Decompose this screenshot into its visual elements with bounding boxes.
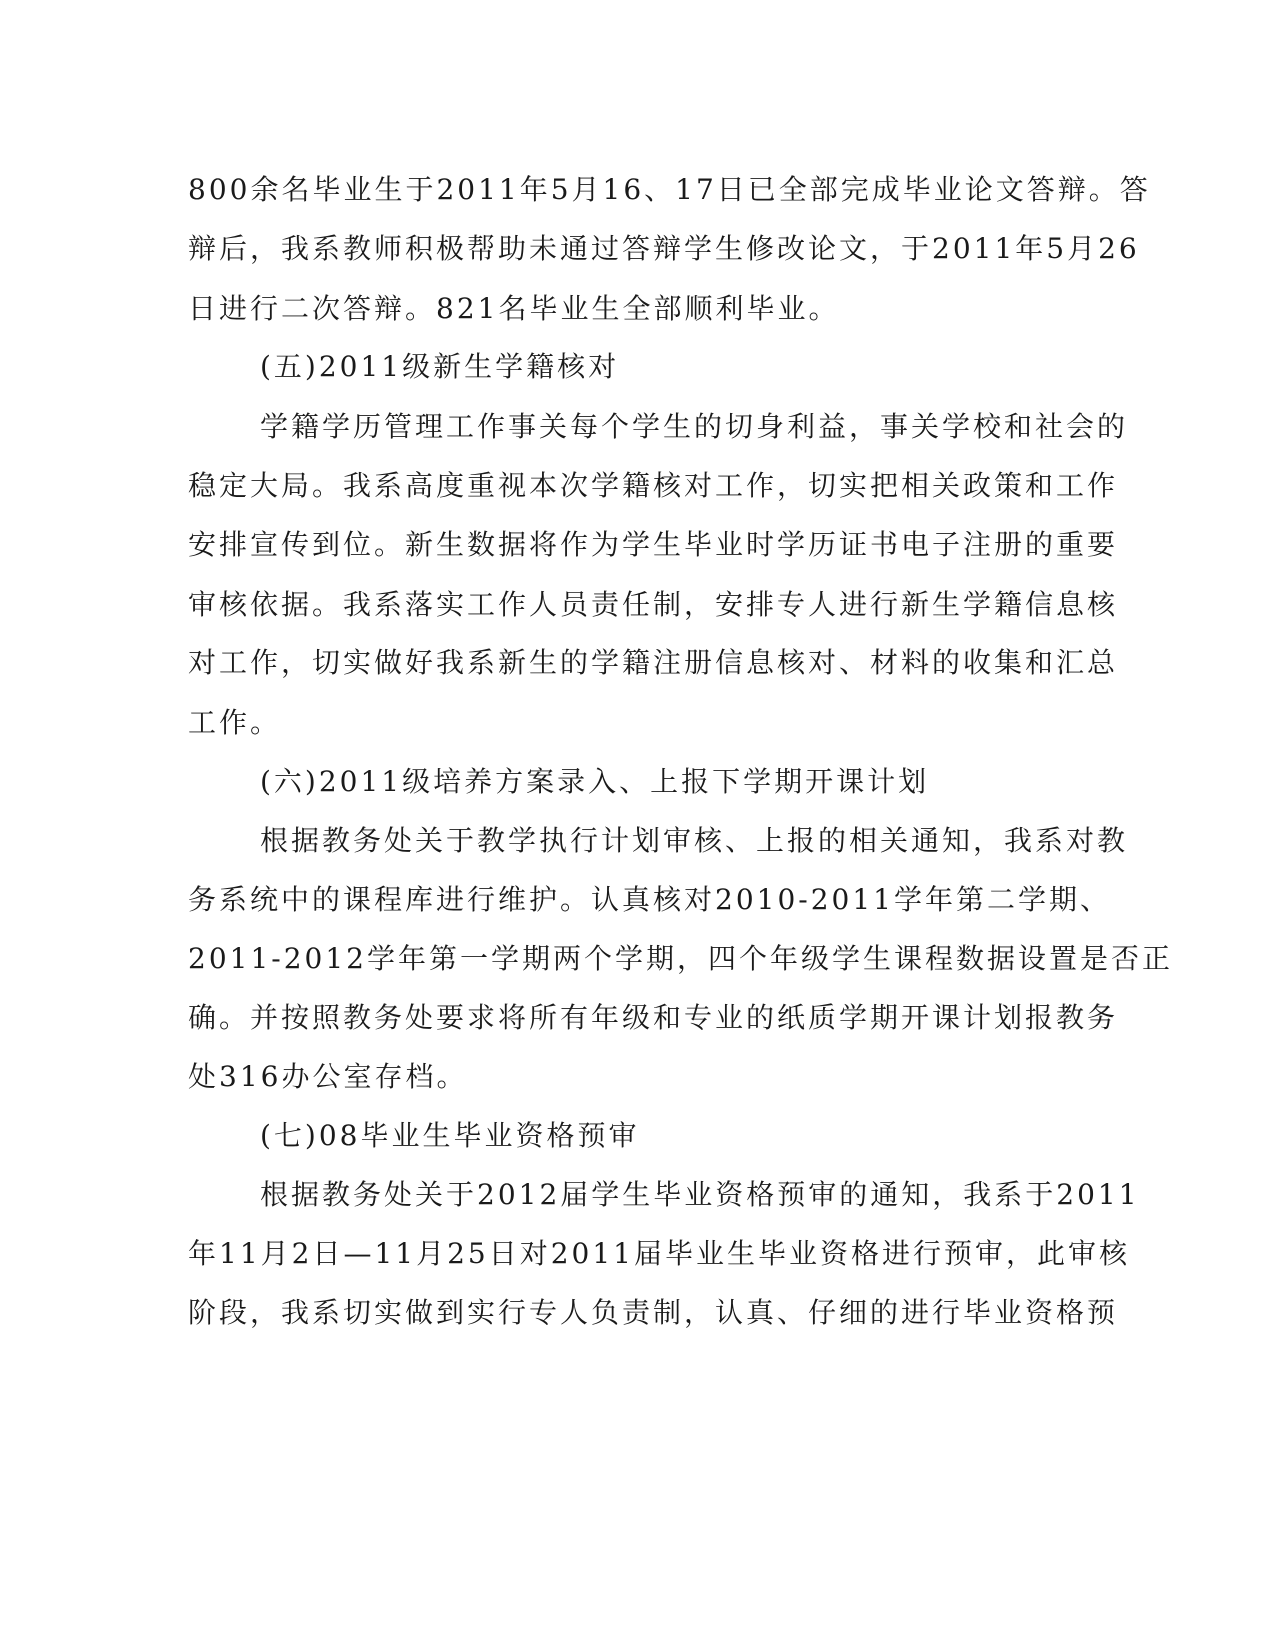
- body-text-line: 年11月2日—11月25日对2011届毕业生毕业资格进行预审，此审核: [188, 1237, 1130, 1270]
- body-text-line: 2011-2012学年第一学期两个学期，四个年级学生课程数据设置是否正: [188, 942, 1173, 975]
- body-text-line: 阶段，我系切实做到实行专人负责制，认真、仔细的进行毕业资格预: [188, 1296, 1119, 1329]
- body-text-line: 安排宣传到位。新生数据将作为学生毕业时学历证书电子注册的重要: [188, 528, 1119, 561]
- body-text-line: 稳定大局。我系高度重视本次学籍核对工作，切实把相关政策和工作: [188, 469, 1119, 502]
- section-heading-7: (七)08毕业生毕业资格预审: [260, 1119, 640, 1152]
- body-text-line: 根据教务处关于2012届学生毕业资格预审的通知，我系于2011: [260, 1178, 1140, 1211]
- section-heading-5: (五)2011级新生学籍核对: [260, 350, 620, 383]
- body-text-line: 800余名毕业生于2011年5月16、17日已全部完成毕业论文答辩。答: [188, 173, 1151, 206]
- body-text-line: 确。并按照教务处要求将所有年级和专业的纸质学期开课计划报教务: [188, 1001, 1119, 1034]
- body-text-line: 审核依据。我系落实工作人员责任制，安排专人进行新生学籍信息核: [188, 588, 1119, 621]
- body-text-line: 日进行二次答辩。821名毕业生全部顺利毕业。: [188, 292, 840, 325]
- body-text-line: 处316办公室存档。: [188, 1060, 468, 1093]
- body-text-line: 对工作，切实做好我系新生的学籍注册信息核对、材料的收集和汇总: [188, 646, 1119, 679]
- body-text-line: 辩后，我系教师积极帮助未通过答辩学生修改论文，于2011年5月26: [188, 232, 1140, 265]
- body-text-line: 根据教务处关于教学执行计划审核、上报的相关通知，我系对教: [260, 824, 1129, 857]
- body-text-line: 学籍学历管理工作事关每个学生的切身利益，事关学校和社会的: [260, 410, 1129, 443]
- body-text-line: 工作。: [188, 706, 282, 739]
- body-text-line: 务系统中的课程库进行维护。认真核对2010-2011学年第二学期、: [188, 883, 1111, 916]
- section-heading-6: (六)2011级培养方案录入、上报下学期开课计划: [260, 765, 930, 798]
